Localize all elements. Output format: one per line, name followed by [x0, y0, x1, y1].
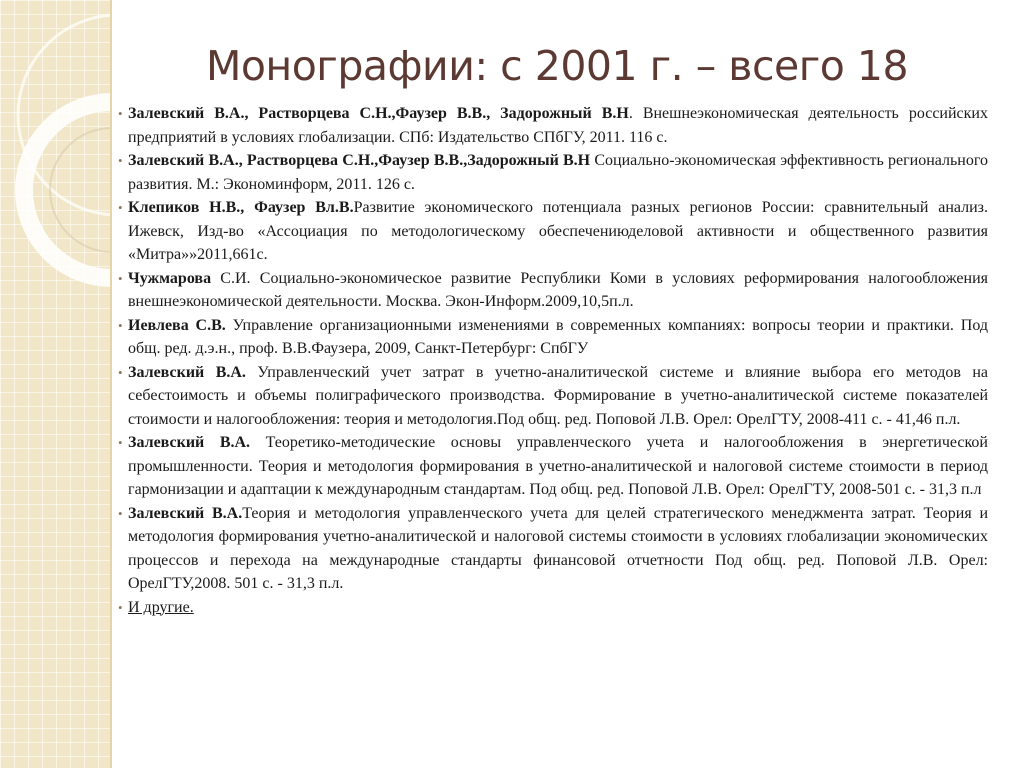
bullet-icon: • — [118, 153, 123, 168]
bullet-icon: • — [118, 317, 123, 333]
item-authors: Залевский В.А., Растворцева С.Н.,Фаузер В.В.,Задорожный В.Н — [128, 152, 591, 169]
list-item — [118, 102, 988, 149]
item-description: С.И. Социально-экономическое развитие Республики Коми в условиях реформирования налогообложения внешнеэкономической деятельности. Москва. Экон-Информ.2009,10,5п.л. — [128, 269, 988, 310]
item-description: Социально-экономическая эффективность регионального развития. М.: Экономинформ, 2011. 126 с. — [128, 152, 989, 193]
list-item — [118, 431, 988, 502]
bullet-icon: • — [118, 364, 123, 380]
item-description: Управленческий учет затрат в учетно-аналитической системе и влияние выбора его методов на себестоимость и объемы полиграфического производства. Формирование в учетно-аналитической системе показателей стоимости и налогообложения: теория и методология.Под общ. ред. Поповой Л.В. Орел: ОрелГТУ, 2008-411 с. - 41,46 п.л. — [128, 363, 989, 428]
list-item — [118, 196, 988, 267]
bullet-icon: • — [118, 106, 123, 121]
list-item — [118, 314, 988, 361]
item-description: Теория и методология управленческого учета для целей стратегического менеджмента затрат. Теория и методология формирования учетно-аналитической и налоговой системы стоимости в условиях глобализации экономических процессов и перехода на международные стандарты финансовой отчетности Под общ. ред. Поповой Л.В. Орел: ОрелГТУ,2008. 501 с. - 31,3 п.л. — [128, 504, 988, 592]
more-link[interactable]: И другие. — [128, 598, 194, 616]
item-authors: Залевский В.А. — [128, 434, 251, 451]
item-authors: Залевский В.А., Растворцева С.Н.,Фаузер В.В., Задорожный В.Н — [128, 105, 629, 122]
item-authors: Залевский В.А. — [128, 504, 243, 522]
item-description: Теоретико-методические основы управленческого учета и налогообложения в энергетической промышленности. Теория и методология формирования в учетно-аналитической и налоговой системе стоимости в период гармонизации и адаптации к международным стандартам. Под общ. ред. Поповой Л.В. Орел: ОрелГТУ, 2008-501 с. - 31,3 п.л — [128, 434, 988, 498]
item-authors: Клепиков Н.В., Фаузер Вл.В. — [128, 199, 354, 216]
bullet-icon: • — [118, 599, 123, 615]
decorative-circles — [0, 0, 112, 768]
item-description: . Внешнеэкономическая деятельность российских предприятий в условиях глобализации. СПб: Издательство СПбГУ, 2011. 116 с. — [128, 105, 988, 146]
list-item-more — [118, 596, 988, 620]
item-description: Управление организационными изменениями в современных компаниях: вопросы теории и практики. Под общ. ред. д.э.н., проф. В.В.Фаузера, 2009, Санкт-Петербург: СпбГУ — [128, 316, 988, 357]
bullet-icon: • — [118, 270, 123, 286]
bullet-icon: • — [118, 505, 123, 521]
list-item — [118, 361, 988, 432]
decorative-side-panel — [0, 0, 112, 768]
list-item — [118, 502, 988, 596]
monograph-list — [118, 102, 988, 619]
bullet-icon: • — [118, 200, 123, 215]
item-authors: Залевский В.А. — [128, 363, 246, 381]
item-description: Развитие экономического потенциала разных регионов России: сравнительный анализ. Ижевск, Изд-во «Ассоциация по методологическому обеспечениюделовой активности и общественного развития «Митра»»2011,661с. — [128, 199, 988, 263]
item-authors: Иевлева С.В. — [128, 316, 226, 334]
list-item — [118, 267, 988, 314]
list-item — [118, 149, 988, 196]
item-authors: Чужмарова — [128, 269, 212, 287]
slide-title: Монографии: с 2001 г. – всего 18 — [205, 42, 909, 90]
bullet-icon: • — [118, 435, 123, 450]
